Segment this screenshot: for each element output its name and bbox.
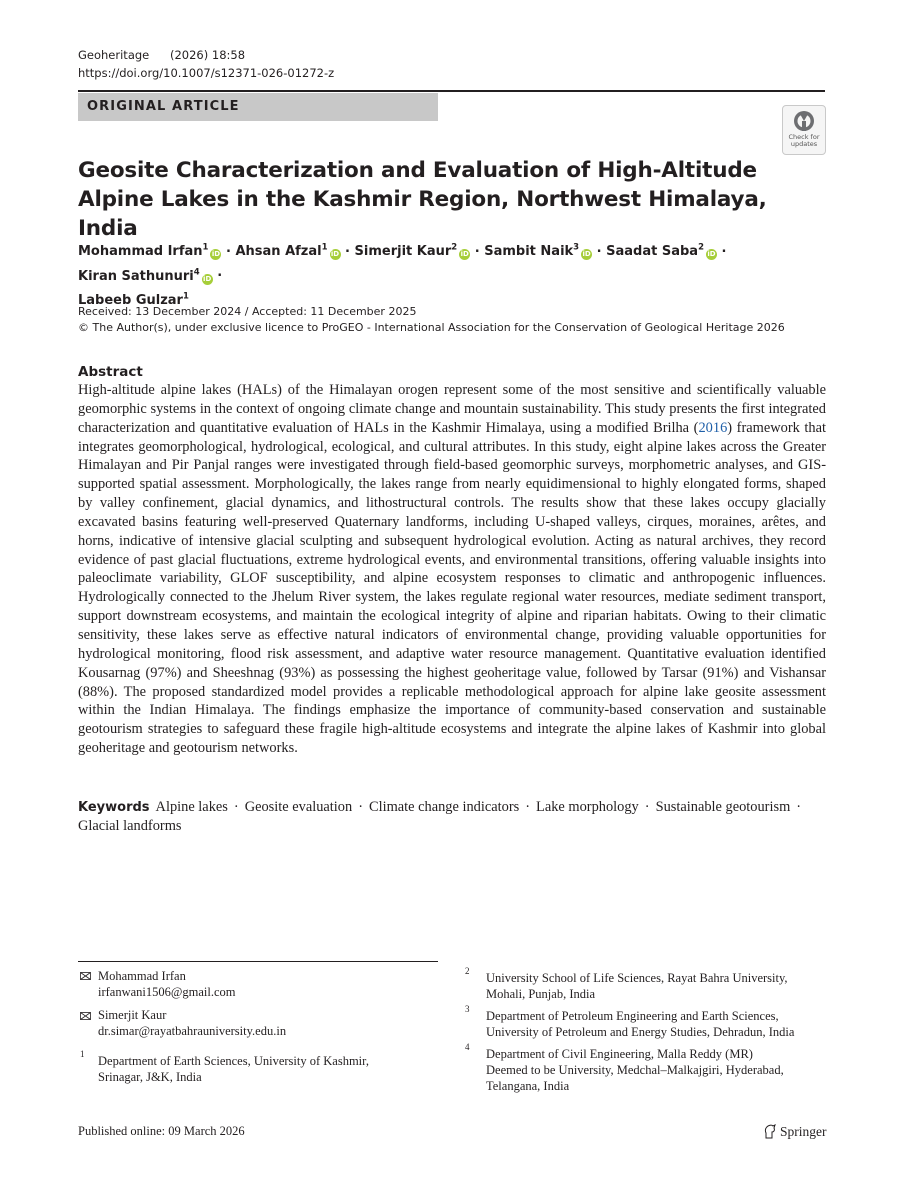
author-separator: · xyxy=(225,244,231,260)
corresponding-email[interactable]: irfanwani1506@gmail.com xyxy=(98,985,236,999)
abstract-text-part-1: High-altitude alpine lakes (HALs) of the Himalayan orogen represent some of the most sensitive and scientifically valuable geomorphic systems in the context of ongoing climate change and mountain sustainability. This study presents the first integrated characterization and quantitative evaluation of HALs in the Kashmir Himalaya, using a modified Brilha ( xyxy=(78,382,826,436)
keyword: Climate change indicators xyxy=(368,799,520,815)
author-affiliation: 1 xyxy=(202,243,209,253)
author[interactable] xyxy=(484,244,592,259)
orcid-icon[interactable]: iD xyxy=(582,250,591,259)
affiliation-line: Department of Earth Sciences, University of Kashmir, xyxy=(98,1054,369,1068)
article-type-label: ORIGINAL ARTICLE xyxy=(78,93,438,121)
keywords xyxy=(78,798,826,836)
check-for-updates-button[interactable] xyxy=(782,105,826,155)
affiliation-line: Mohali, Punjab, India xyxy=(486,987,596,1001)
journal-name: Geoheritage xyxy=(78,48,150,62)
published-date: Published online: 09 March 2026 xyxy=(78,1124,245,1138)
footnote-rule xyxy=(78,961,438,962)
affiliation-number: 1 xyxy=(80,1049,85,1059)
corresponding-author-2 xyxy=(98,1007,286,1039)
author-list xyxy=(78,238,828,311)
affiliation-line: Deemed to be University, Medchal–Malkajgiri, Hyderabad, xyxy=(486,1063,784,1077)
author-separator: · xyxy=(721,244,727,260)
author-separator: · xyxy=(217,268,223,284)
author-name: Labeeb Gulzar xyxy=(78,292,183,308)
author[interactable] xyxy=(78,269,213,284)
orcid-icon[interactable]: iD xyxy=(707,250,716,259)
author-affiliation: 2 xyxy=(698,243,704,253)
publisher-name: Springer xyxy=(780,1124,827,1139)
affiliation-1 xyxy=(98,1053,369,1085)
affiliation-line: Telangana, India xyxy=(486,1079,570,1093)
author-affiliation: 2 xyxy=(451,243,458,253)
affiliation-line: Department of Civil Engineering, Malla Reddy (MR) xyxy=(486,1047,753,1061)
author-name: Saadat Saba xyxy=(606,244,699,260)
corresponding-name: Simerjit Kaur xyxy=(98,1008,167,1022)
orcid-icon[interactable]: iD xyxy=(203,274,212,283)
author-name: Kiran Sathunuri xyxy=(78,268,194,284)
author-name: Ahsan Afzal xyxy=(235,244,322,260)
author[interactable] xyxy=(78,244,221,259)
author-separator: · xyxy=(345,244,350,260)
author-name: Mohammad Irfan xyxy=(78,244,203,260)
keyword: Sustainable geotourism xyxy=(655,799,791,815)
affiliation-number: 3 xyxy=(465,1004,470,1014)
author[interactable] xyxy=(606,244,717,259)
orcid-icon[interactable]: iD xyxy=(330,250,340,259)
author-affiliation: 4 xyxy=(193,267,200,278)
envelope-icon xyxy=(80,1012,91,1020)
affiliation-line: University of Petroleum and Energy Studies, Dehradun, India xyxy=(486,1025,795,1039)
corresponding-name: Mohammad Irfan xyxy=(98,969,186,983)
affiliation-number: 2 xyxy=(465,966,470,976)
affiliation-line: Department of Petroleum Engineering and Earth Sciences, xyxy=(486,1009,779,1023)
keyword-separator: · xyxy=(233,799,239,815)
copyright-notice: © The Author(s), under exclusive licence to ProGEO - International Association for the Conservation of Geological Heritage 2026 xyxy=(78,321,785,334)
author-separator: · xyxy=(474,244,480,260)
author-name: Sambit Naik xyxy=(484,244,574,260)
keyword: Geosite evaluation xyxy=(244,799,353,815)
keywords-label: Keywords xyxy=(78,800,150,815)
affiliation-line: University School of Life Sciences, Rayat Bahra University, xyxy=(486,971,788,985)
keyword: Lake morphology xyxy=(536,799,639,815)
affiliation-number: 4 xyxy=(465,1042,470,1052)
paper-title: Geosite Characterization and Evaluation of High-Altitude Alpine Lakes in the Kashmir Region, Northwest Himalaya, India xyxy=(78,158,767,241)
keyword-separator: · xyxy=(644,799,650,815)
volume-info: (2026) 18:58 xyxy=(170,48,246,62)
author-separator: · xyxy=(596,244,602,260)
check-updates-label-2: updates xyxy=(790,140,818,148)
orcid-icon[interactable]: iD xyxy=(211,250,221,259)
doi-link[interactable]: https://doi.org/10.1007/s12371-026-01272-z xyxy=(78,66,335,80)
envelope-icon xyxy=(80,972,91,980)
citation-link[interactable]: 2016 xyxy=(698,419,728,436)
author[interactable] xyxy=(235,244,340,259)
keyword: Alpine lakes xyxy=(155,799,228,815)
publisher-logo[interactable] xyxy=(763,1124,827,1140)
check-updates-label-1: Check for xyxy=(788,133,820,141)
keyword-separator: · xyxy=(796,799,802,815)
author-affiliation: 1 xyxy=(182,291,189,302)
author[interactable] xyxy=(355,244,471,259)
journal-info xyxy=(78,48,245,62)
check-updates-icon xyxy=(793,110,815,134)
keyword-separator: · xyxy=(525,799,531,815)
author-affiliation: 3 xyxy=(573,243,580,253)
author-name: Simerjit Kaur xyxy=(354,244,452,260)
received-accepted-dates: Received: 13 December 2024 / Accepted: 11 December 2025 xyxy=(78,305,417,318)
abstract-text-part-2: ) framework that integrates geomorphological, hydrological, ecological, and cultural attributes. In this study, eight alpine lakes across the Greater Himalayan and Pir Panjal ranges were investigated through field-based geomorphic surveys, morphometric analyses, and GIS-supported spatial assessment. Morphologically, the lakes range from nearly equidimensional to highly elongated forms, shaped by valley confinement, glacial dynamics, and lithostructural controls. The results show that these lakes occupy glacially excavated basins featuring well-preserved Quaternary landforms, including U-shaped valleys, cirques, moraines, arêtes, and horns, indicative of intensive glacial sculpting and subsequent hydrological evolution. Acting as natural archives, they record evidence of past glacial fluctuations, extreme hydrological events, and environmental transitions, offering valuable insights into paleoclimate variability, GLOF susceptibility, and alpine ecosystem responses to climatic and anthropogenic influences. Hydrologically connected to the Jhelum River system, the lakes regulate regional water resources, mediate sediment transport, support downstream ecosystems, and maintain the ecological integrity of alpine and riparian habitats. Owing to their climatic sensitivity, these lakes serve as effective natural indicators of environmental change, providing valuable opportunities for hydrological monitoring, flood risk assessment, and adaptive water resource management. Quantitative evaluation identified Kousarnag (97%) and Sheeshnag (93%) as possessing the highest geoheritage value, followed by Tarsar (91%) and Vishansar (88%). The proposed standardized model provides a replicable methodological approach for alpine lake geosite assessment within the Indian Himalaya. The findings emphasize the importance of community-based conservation and sustainable geotourism strategies to safeguard these fragile high-altitude ecosystems and integrate the alpine lakes of Kashmir into global geoheritage and geotourism networks. xyxy=(78,419,826,757)
orcid-icon[interactable]: iD xyxy=(460,250,469,259)
corresponding-author-1 xyxy=(98,968,236,1000)
springer-horse-icon xyxy=(763,1124,777,1139)
header-rule xyxy=(78,90,825,92)
author-affiliation: 1 xyxy=(321,243,328,253)
keyword: Glacial landforms xyxy=(78,818,182,834)
abstract-heading: Abstract xyxy=(78,364,143,380)
abstract-text xyxy=(78,381,826,758)
corresponding-email[interactable]: dr.simar@rayatbahrauniversity.edu.in xyxy=(98,1024,287,1038)
keyword-separator: · xyxy=(358,799,363,815)
affiliation-4 xyxy=(486,1046,784,1094)
affiliation-3 xyxy=(486,1008,794,1040)
affiliation-line: Srinagar, J&K, India xyxy=(98,1070,202,1084)
affiliation-2 xyxy=(486,970,788,1002)
